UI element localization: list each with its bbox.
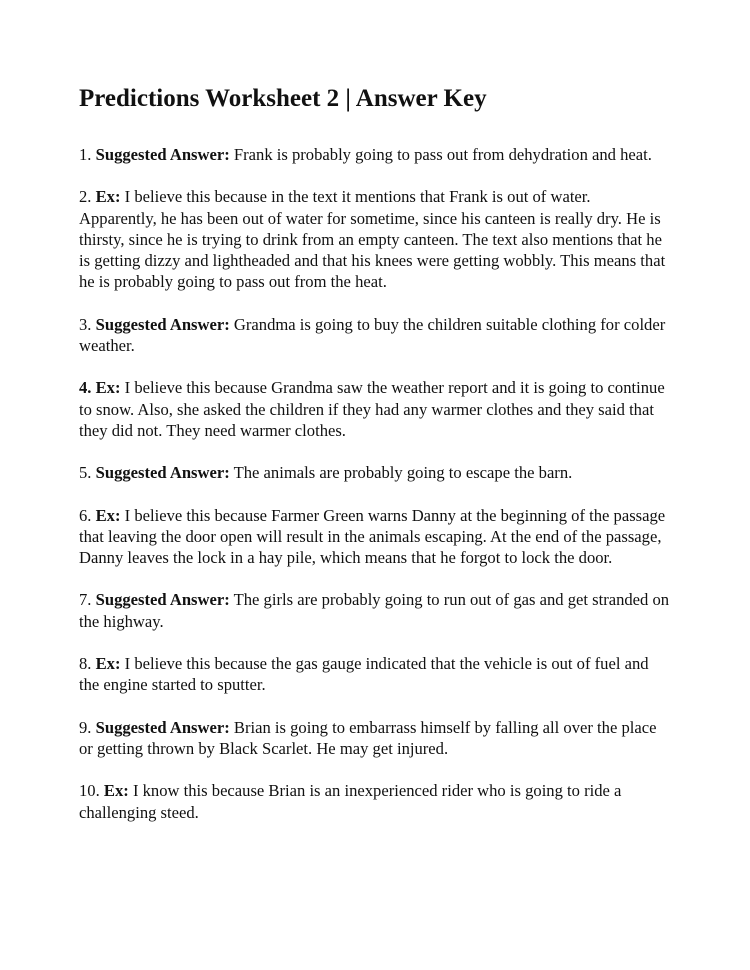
- answer-item: [79, 780, 671, 823]
- answer-item: [79, 186, 671, 292]
- answer-item: [79, 462, 671, 483]
- answer-item: [79, 144, 671, 165]
- answer-list: [79, 144, 671, 823]
- answer-text: I believe this because Grandma saw the weather report and it is going to continue to snow. Also, she asked the children if they had any warmer clothes and they said that they did not. They need warmer clothes.: [79, 378, 665, 440]
- answer-text: I know this because Brian is an inexperienced rider who is going to ride a challenging steed.: [79, 781, 622, 822]
- answer-number: 5.: [79, 463, 92, 483]
- answer-number: 2.: [79, 187, 92, 207]
- answer-label: Ex:: [95, 505, 121, 525]
- answer-item: [79, 717, 671, 760]
- answer-label: Suggested Answer:: [95, 314, 230, 334]
- answer-text: The girls are probably going to run out of gas and get stranded on the highway.: [79, 590, 670, 631]
- answer-number: 7.: [79, 590, 92, 610]
- page-title: Predictions Worksheet 2 | Answer Key: [79, 85, 487, 112]
- answer-label: Ex:: [95, 378, 121, 398]
- answer-label: Suggested Answer:: [95, 590, 230, 610]
- answer-label: Ex:: [103, 781, 129, 801]
- answer-text: I believe this because in the text it mentions that Frank is out of water. Apparently, he has been out of water for sometime, since his canteen is really dry. He is thirsty, since he is trying to drink from an empty canteen. The text also mentions that he is getting dizzy and lightheaded and that his knees were getting wobbly. This means that he is probably going to pass out from the heat.: [79, 187, 666, 292]
- answer-item: [79, 653, 671, 696]
- answer-number: 9.: [79, 717, 92, 737]
- answer-label: Ex:: [95, 187, 121, 207]
- answer-number: 1.: [79, 145, 92, 164]
- answer-number: 6.: [79, 505, 92, 525]
- answer-number: 10.: [79, 781, 100, 801]
- answer-number: 3.: [79, 314, 92, 334]
- answer-text: Frank is probably going to pass out from dehydration and heat.: [233, 145, 652, 164]
- answer-item: [79, 505, 671, 569]
- answer-text: I believe this because the gas gauge indicated that the vehicle is out of fuel and the engine started to sputter.: [79, 654, 649, 695]
- answer-label: Suggested Answer:: [95, 463, 230, 483]
- answer-item: [79, 377, 671, 441]
- answer-label: Suggested Answer:: [95, 145, 230, 164]
- answer-text: The animals are probably going to escape the barn.: [233, 463, 573, 483]
- answer-number: 8.: [79, 654, 92, 674]
- answer-text: Brian is going to embarrass himself by falling all over the place or getting thrown by Black Scarlet. He may get injured.: [79, 717, 657, 758]
- answer-text: Grandma is going to buy the children suitable clothing for colder weather.: [79, 314, 666, 356]
- worksheet-page: [79, 84, 671, 844]
- answer-item: [79, 314, 671, 357]
- answer-item: [79, 589, 671, 632]
- answer-label: Suggested Answer:: [95, 717, 230, 737]
- answer-label: Ex:: [95, 654, 121, 674]
- answer-number: 4.: [79, 378, 92, 398]
- answer-text: I believe this because Farmer Green warns Danny at the beginning of the passage that leaving the door open will result in the animals escaping. At the end of the passage, Danny leaves the lock in a hay pile, which means that he forgot to lock the door.: [79, 505, 666, 568]
